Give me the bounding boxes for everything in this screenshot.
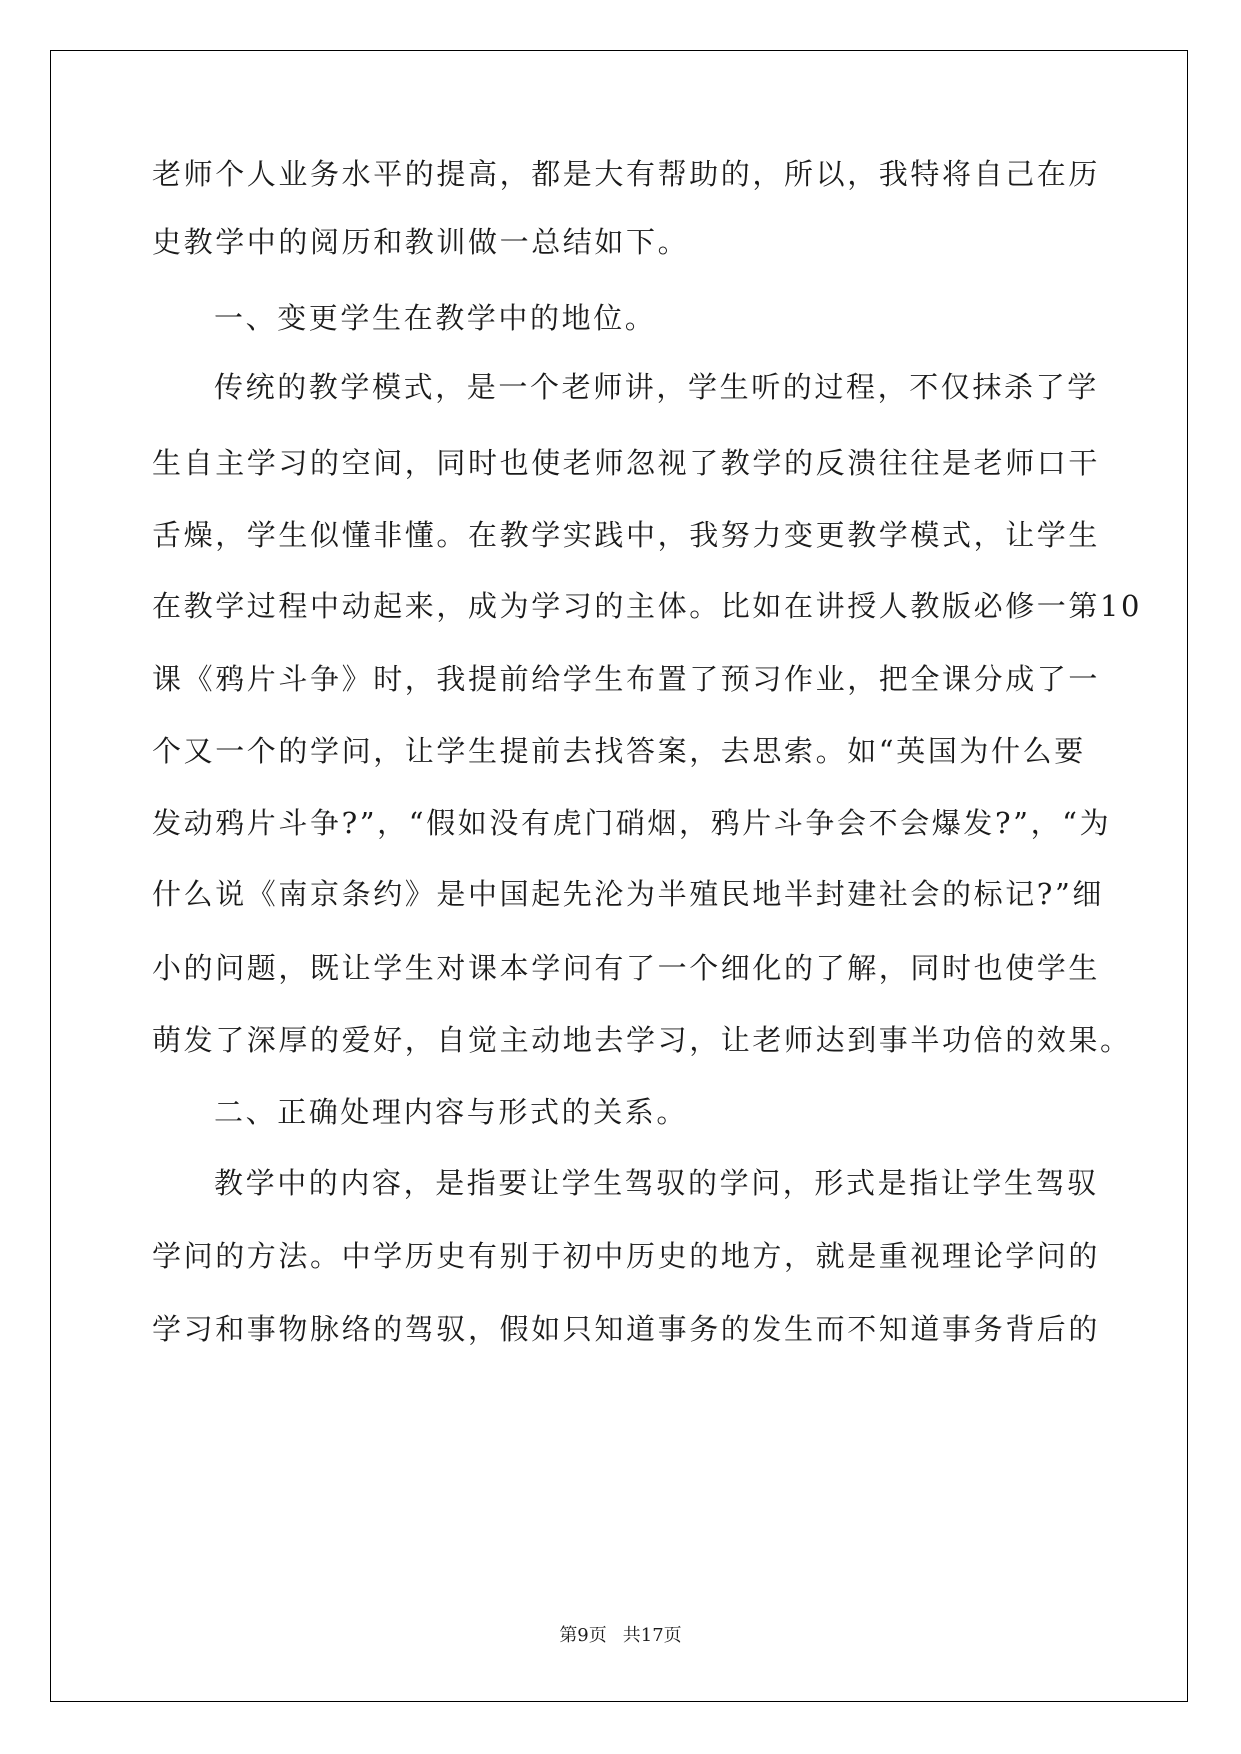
body-line-5: 舌燥，学生似懂非懂。在教学实践中，我努力变更教学模式，让学生: [152, 518, 1101, 552]
body-line-1: 老师个人业务水平的提高，都是大有帮助的，所以，我特将自己在历: [152, 157, 1101, 191]
body-line-11: 小的问题，既让学生对课本学问有了一个细化的了解，同时也使学生: [152, 951, 1101, 985]
section-heading-1: 一、变更学生在教学中的地位。: [214, 301, 657, 335]
body-line-4: 生自主学习的空间，同时也使老师忽视了教学的反溃往往是老师口干: [152, 446, 1101, 480]
body-line-2: 史教学中的阅历和教训做一总结如下。: [152, 225, 690, 259]
page-footer: [0, 1624, 1241, 1648]
section-heading-2: 二、正确处理内容与形式的关系。: [214, 1095, 689, 1129]
body-line-8: 个又一个的学问，让学生提前去找答案，去思索。如“英国为什么要: [152, 734, 1086, 768]
body-line-9: 发动鸦片斗争?”，“假如没有虎门硝烟，鸦片斗争会不会爆发?”，“为: [152, 806, 1112, 840]
body-line-12: 萌发了深厚的爱好，自觉主动地去学习，让老师达到事半功倍的效果。: [152, 1023, 1132, 1057]
body-line-13: 教学中的内容，是指要让学生驾驭的学问，形式是指让学生驾驭: [214, 1166, 1099, 1200]
body-line-10: 什么说《南京条约》是中国起先沦为半殖民地半封建社会的标记?”细: [152, 877, 1104, 911]
page-total: 共17页: [622, 1625, 682, 1646]
body-line-3: 传统的教学模式，是一个老师讲，学生听的过程，不仅抹杀了学: [214, 370, 1099, 404]
page-number: 第9页: [559, 1625, 607, 1646]
body-line-14: 学问的方法。中学历史有别于初中历史的地方，就是重视理论学问的: [152, 1239, 1101, 1273]
body-line-15: 学习和事物脉络的驾驭，假如只知道事务的发生而不知道事务背后的: [152, 1312, 1101, 1346]
body-line-7: 课《鸦片斗争》时，我提前给学生布置了预习作业，把全课分成了一: [152, 662, 1101, 696]
body-line-6: 在教学过程中动起来，成为学习的主体。比如在讲授人教版必修一第10: [152, 589, 1143, 623]
